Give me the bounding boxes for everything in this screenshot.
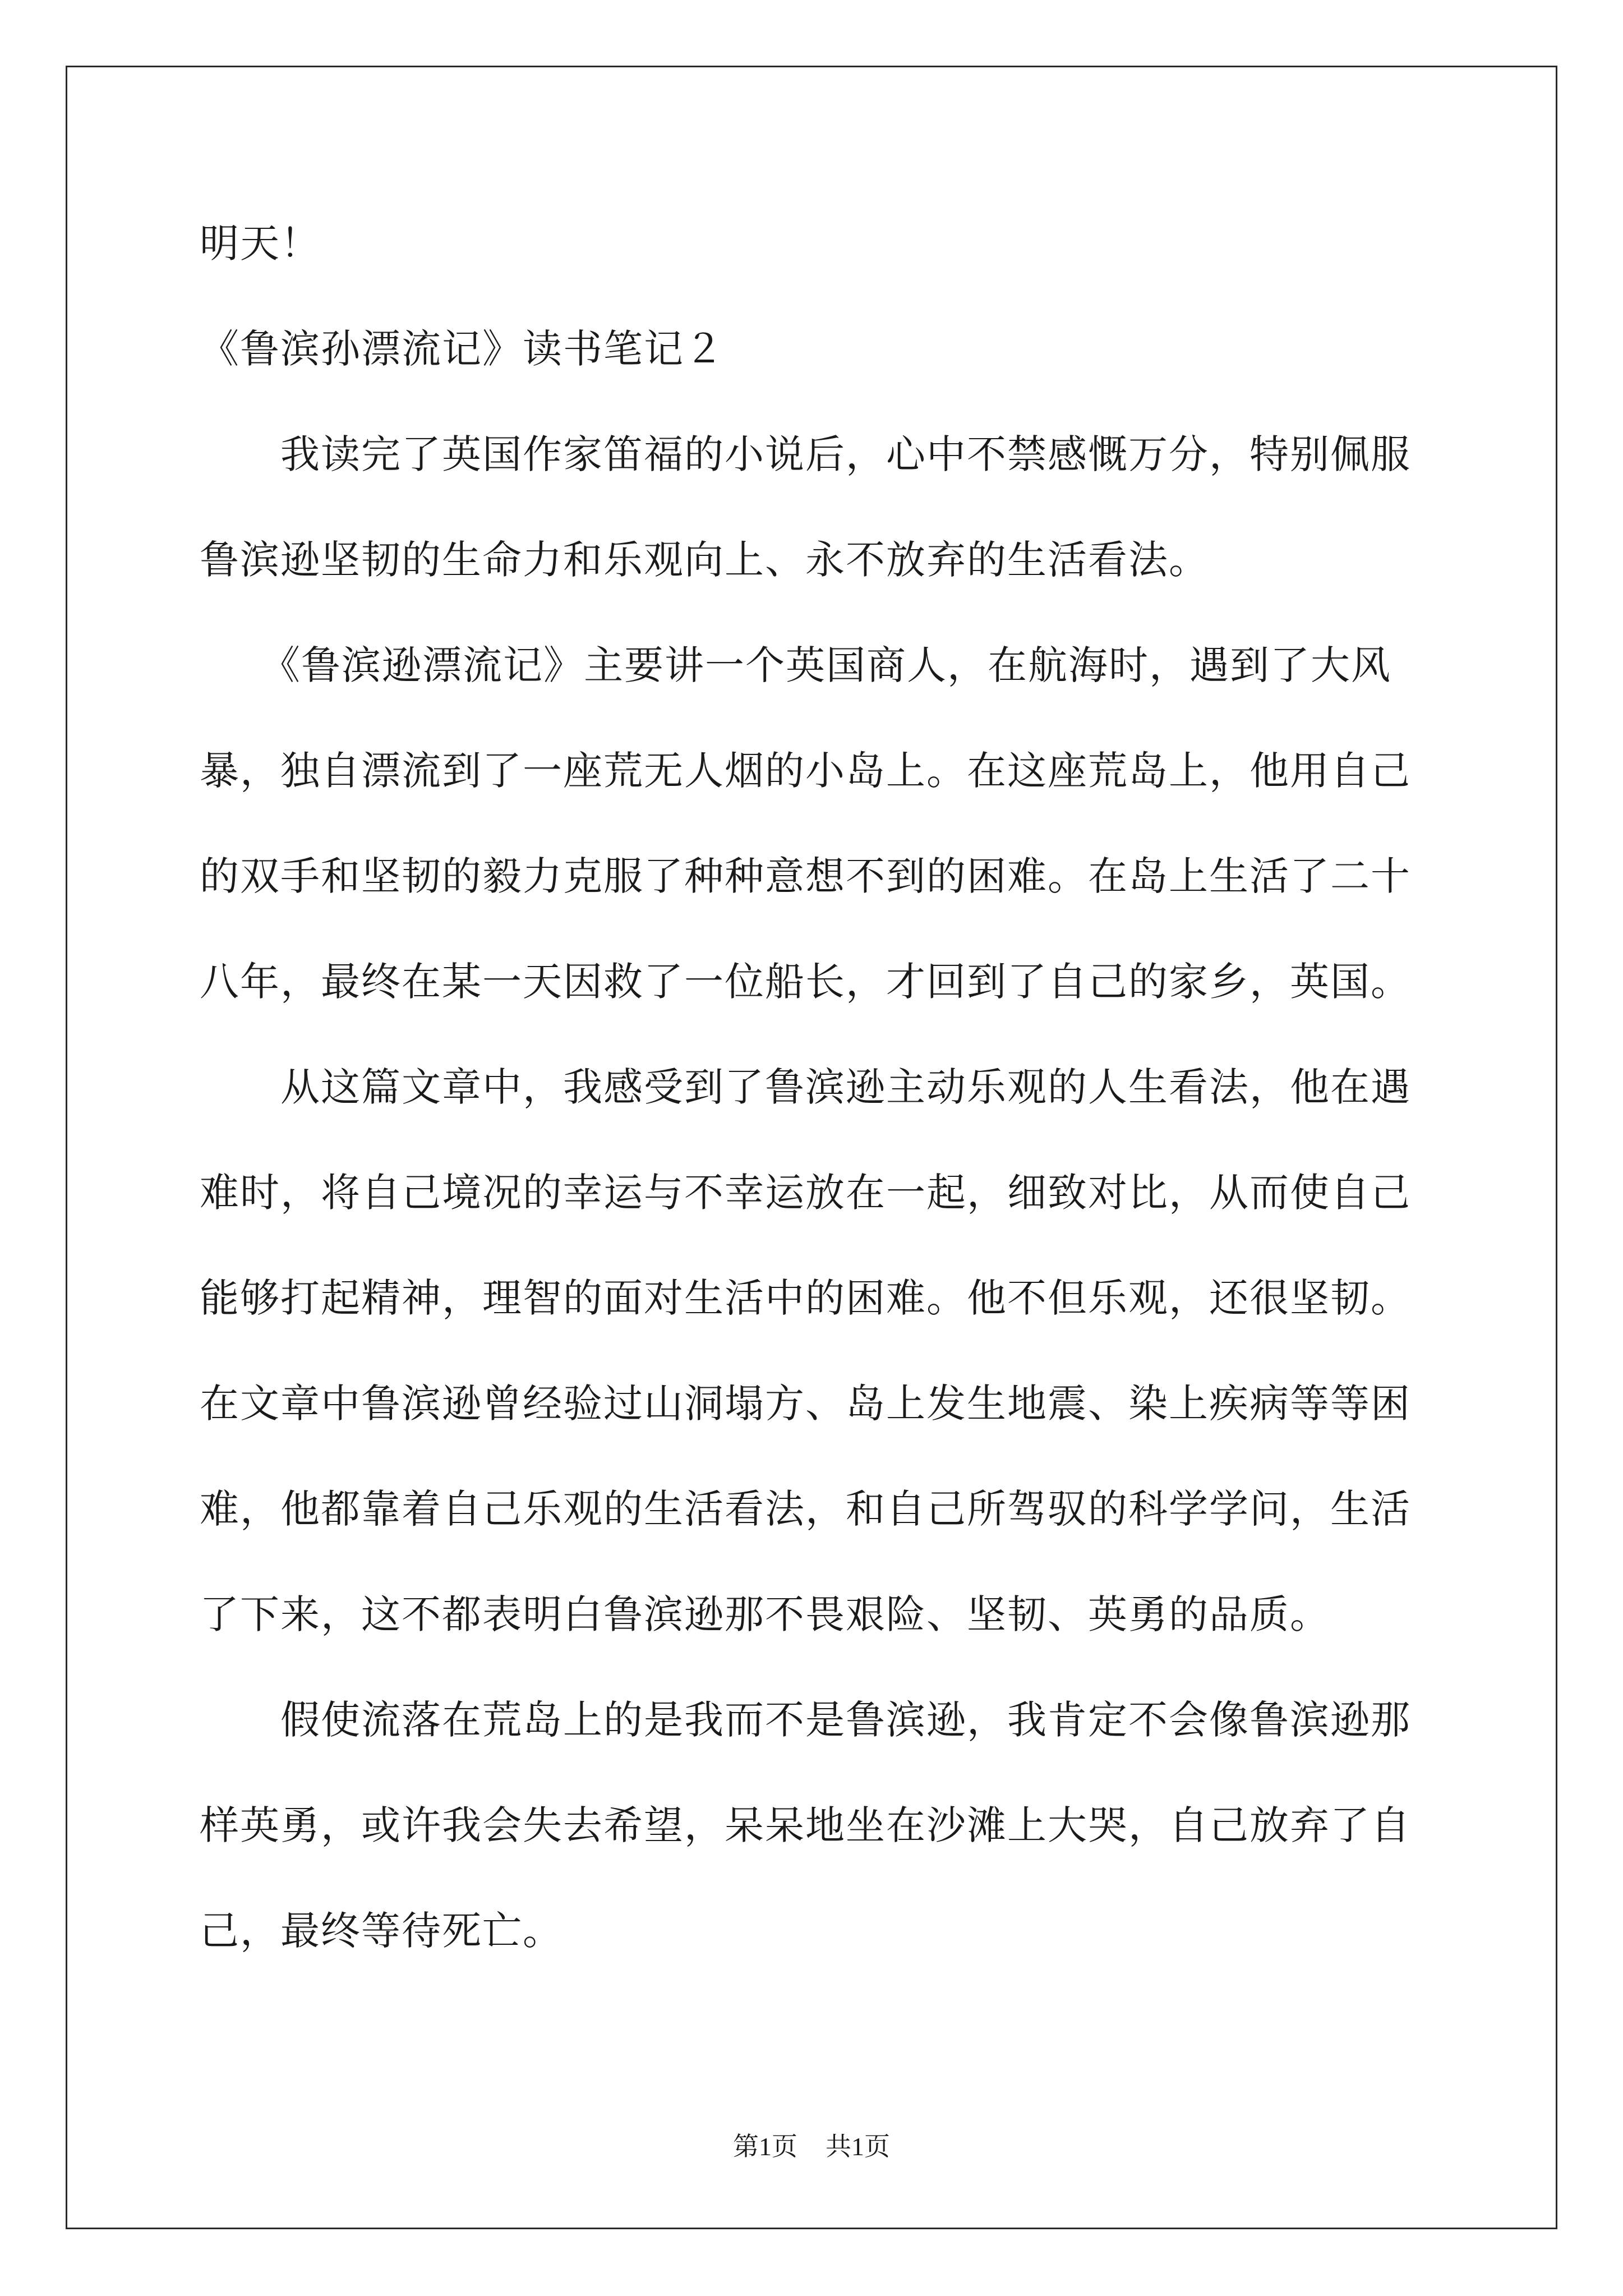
- page-number: 第1页: [733, 2132, 797, 2161]
- section-heading: 《鲁滨孙漂流记》读书笔记２: [200, 326, 725, 372]
- text-line: 《鲁滨逊漂流记》主要讲一个英国商人，在航海时，遇到了大风: [200, 642, 1391, 688]
- text-line: 假使流落在荒岛上的是我而不是鲁滨逊，我肯定不会像鲁滨逊那: [200, 1697, 1411, 1743]
- page-total: 共1页: [826, 2132, 890, 2161]
- text-line: 鲁滨逊坚韧的生命力和乐观向上、永不放弃的生活看法。: [200, 537, 1209, 583]
- text-line: 的双手和坚韧的毅力克服了种种意想不到的困难。在岛上生活了二十: [200, 853, 1411, 899]
- text-line: 八年，最终在某一天因救了一位船长，才回到了自己的家乡，英国。: [200, 959, 1411, 1005]
- text-line: 暴，独自漂流到了一座荒无人烟的小岛上。在这座荒岛上，他用自己: [200, 748, 1411, 794]
- text-line: 样英勇，或许我会失去希望，呆呆地坐在沙滩上大哭，自己放弃了自: [200, 1802, 1411, 1848]
- page-footer: [0, 2126, 1623, 2163]
- text-line: 在文章中鲁滨逊曾经验过山洞塌方、岛上发生地震、染上疾病等等困: [200, 1381, 1411, 1427]
- text-line: 从这篇文章中，我感受到了鲁滨逊主动乐观的人生看法，他在遇: [200, 1064, 1411, 1110]
- document-body: [200, 191, 1428, 1984]
- text-line: 难，他都靠着自己乐观的生活看法，和自己所驾驭的科学学问，生活: [200, 1486, 1411, 1532]
- text-line: 明天！: [200, 220, 321, 266]
- text-line: 难时，将自己境况的幸运与不幸运放在一起，细致对比，从而使自己: [200, 1170, 1411, 1216]
- text-line: 了下来，这不都表明白鲁滨逊那不畏艰险、坚韧、英勇的品质。: [200, 1591, 1330, 1637]
- text-line: 能够打起精神，理智的面对生活中的困难。他不但乐观，还很坚韧。: [200, 1275, 1411, 1321]
- text-line: 我读完了英国作家笛福的小说后，心中不禁感慨万分，特别佩服: [200, 431, 1411, 477]
- text-line: 己，最终等待死亡。: [200, 1908, 563, 1954]
